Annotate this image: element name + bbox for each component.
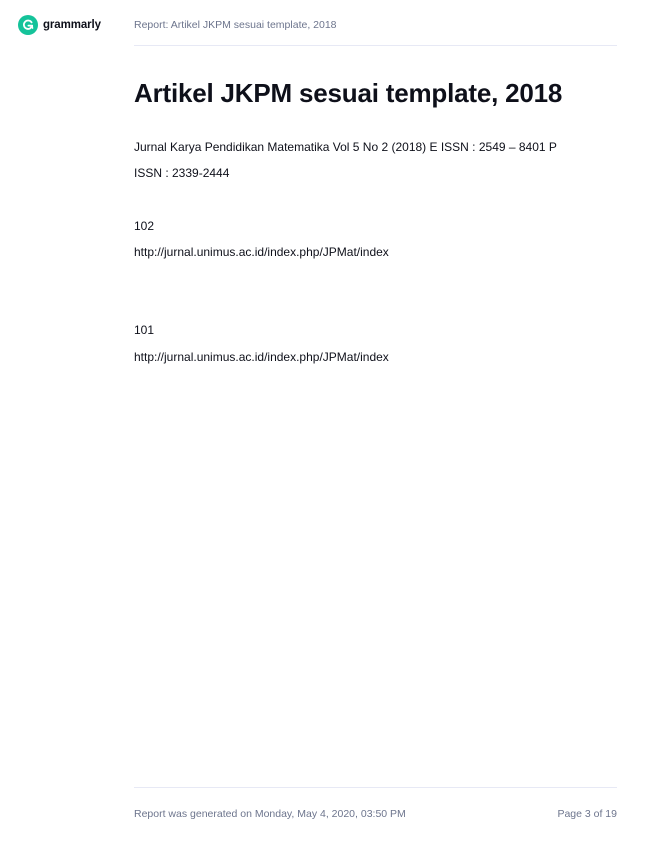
document-title: Artikel JKPM sesuai template, 2018 [134,78,563,108]
journal-url-line: http://jurnal.unimus.ac.id/index.php/JPMat/index [134,245,389,259]
grammarly-g-icon [18,15,38,35]
footer-divider [134,787,617,788]
footer-generated-text: Report was generated on Monday, May 4, 2020, 03:50 PM [134,808,406,820]
journal-line-1: Jurnal Karya Pendidikan Matematika Vol 5 No 2 (2018) E ISSN : 2549 – 8401 P [134,140,557,154]
grammarly-logo [18,15,101,35]
journal-url-line: http://jurnal.unimus.ac.id/index.php/JPMat/index [134,350,389,364]
report-header-title: Report: Artikel JKPM sesuai template, 2018 [134,19,337,31]
header-divider [134,45,617,46]
brand-name: grammarly [43,19,101,31]
page-number-line: 102 [134,219,155,233]
page-number-line: 101 [134,323,155,337]
journal-line-2: ISSN : 2339-2444 [134,166,230,180]
footer-page-indicator: Page 3 of 19 [557,808,617,820]
